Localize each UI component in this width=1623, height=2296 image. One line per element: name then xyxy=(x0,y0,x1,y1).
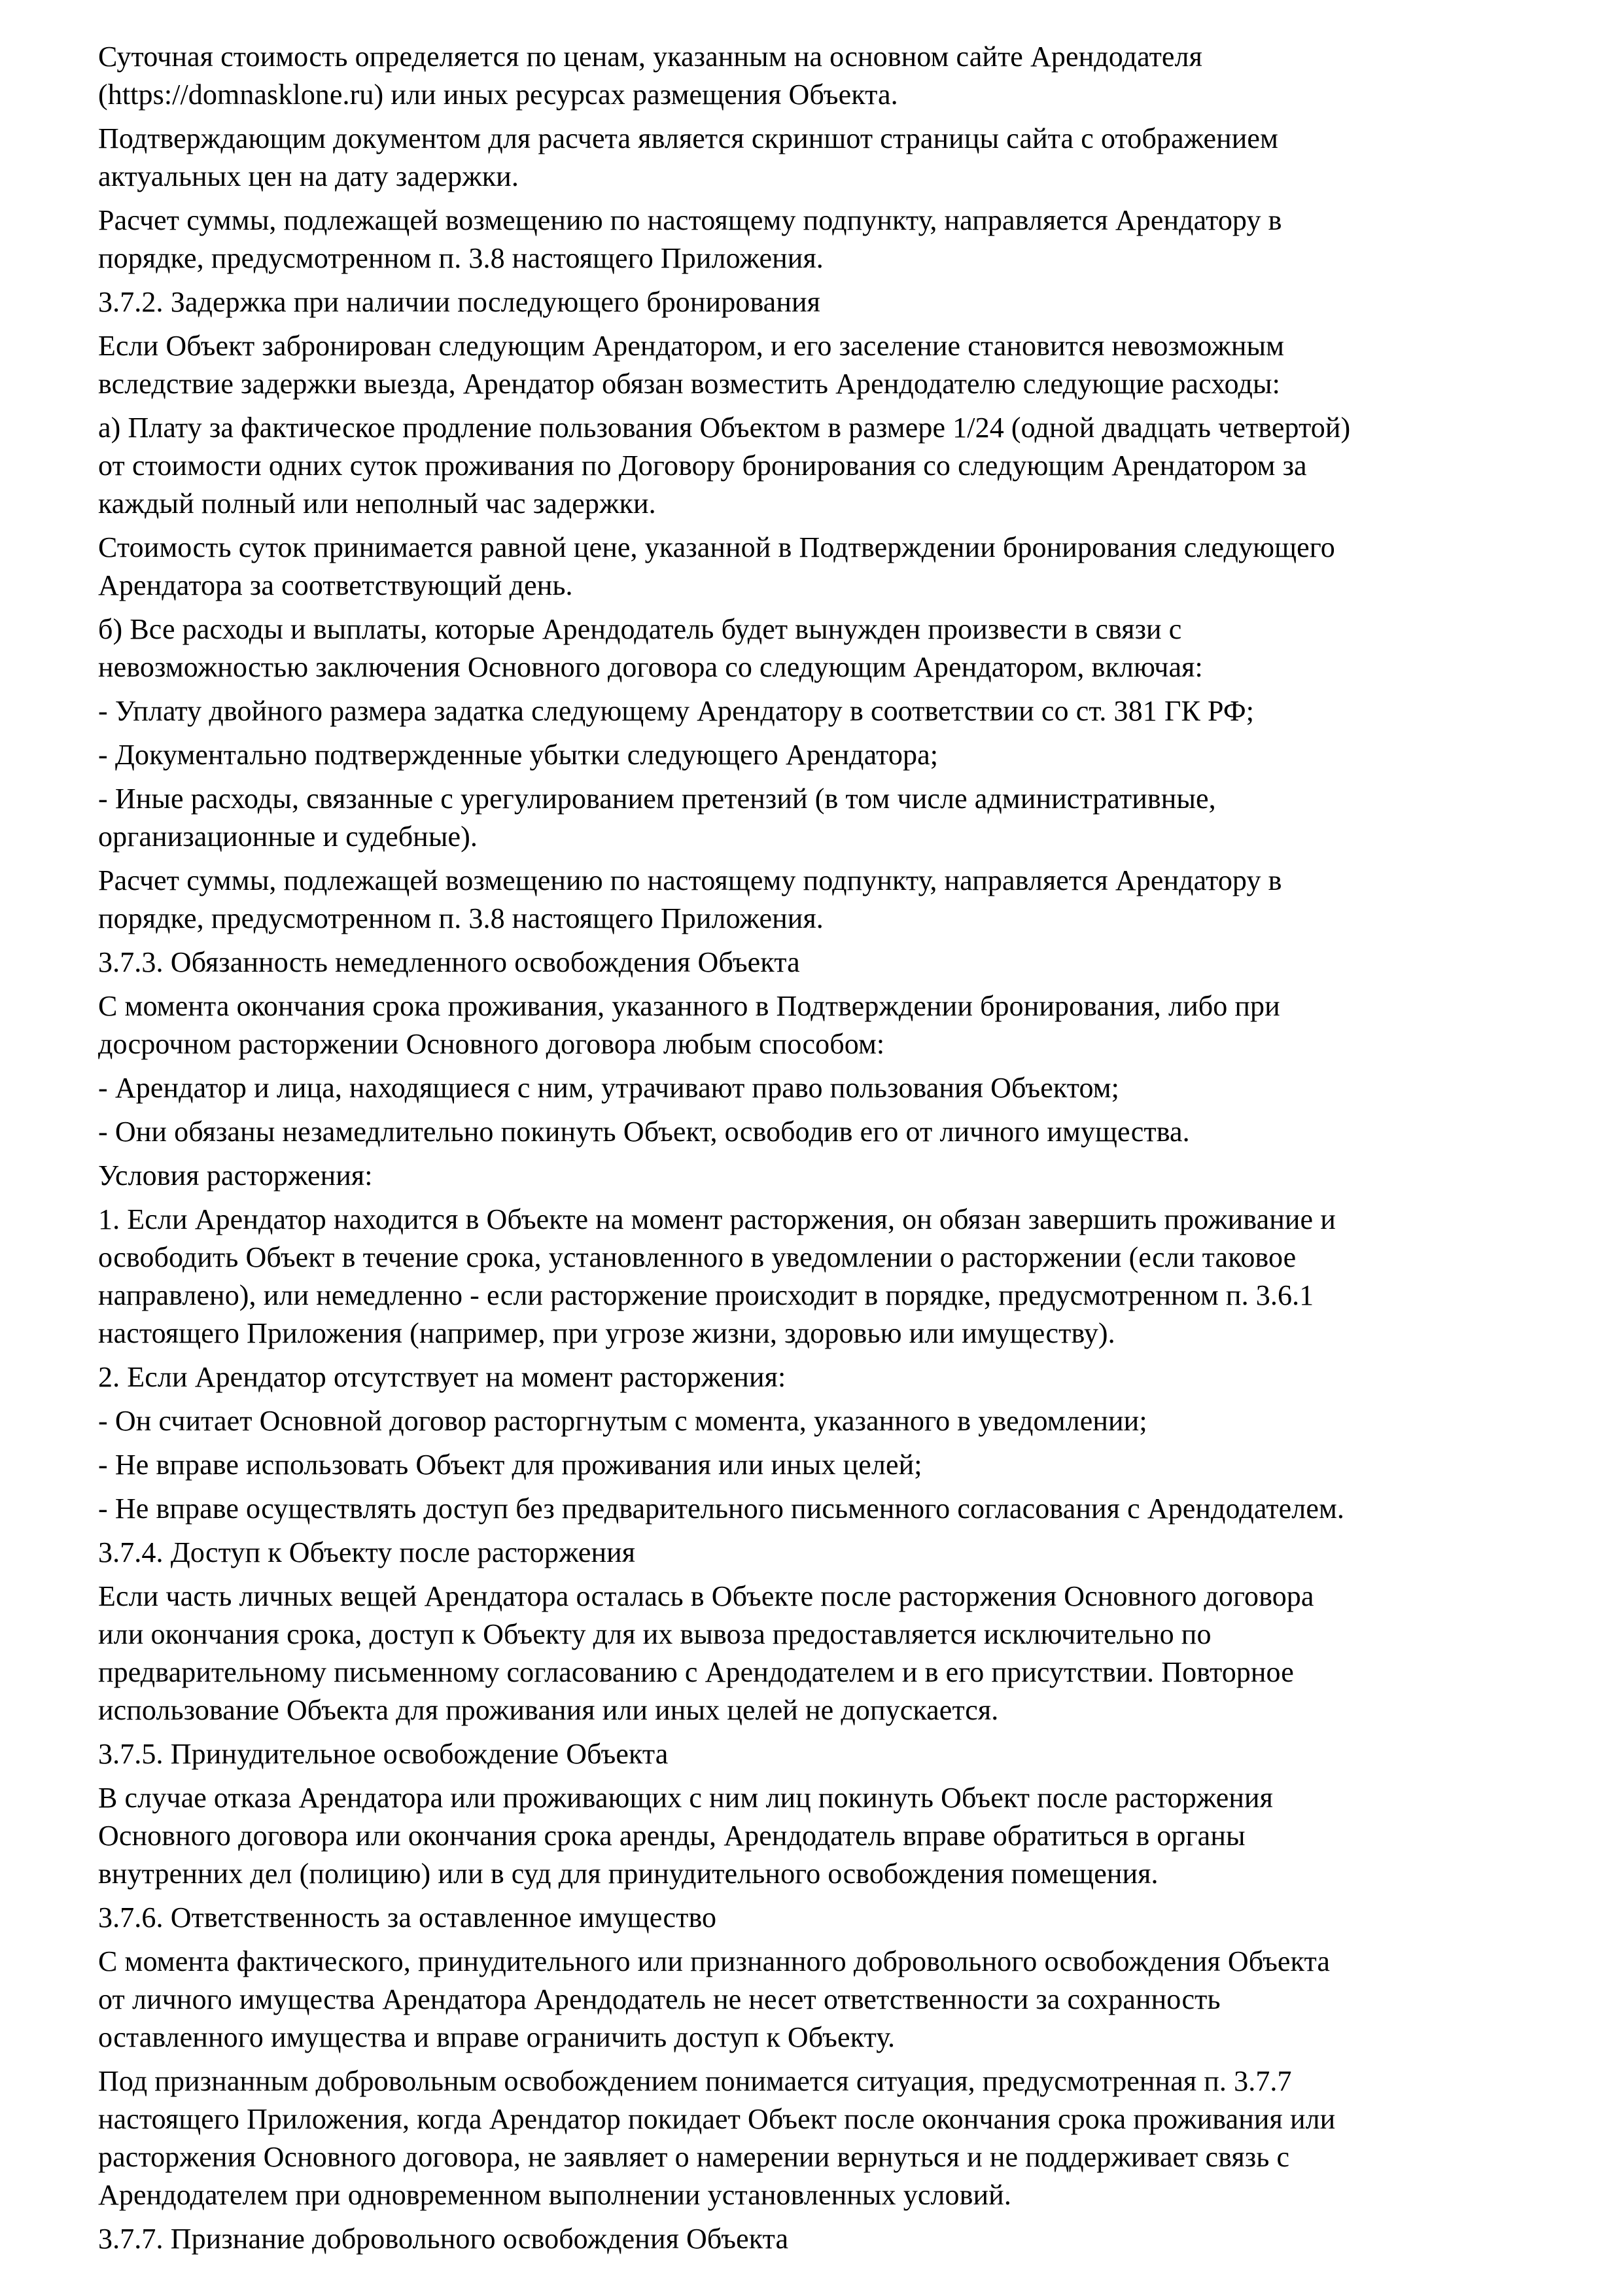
text-line: от личного имущества Арендатора Арендодатель не несет ответственности за сохранность xyxy=(98,1983,1221,2015)
text-line: невозможностью заключения Основного договора со следующим Арендатором, включая: xyxy=(98,651,1203,683)
paragraph-p-bullet-documented-losses xyxy=(98,736,1505,774)
text-line: Арендодателем при одновременном выполнении установленных условий. xyxy=(98,2179,1011,2211)
text-line: предварительному письменному согласованию с Арендодателем и в его присутствии. Повторное xyxy=(98,1656,1294,1688)
paragraph-p-bullet-other-expenses xyxy=(98,780,1505,856)
text-line: С момента фактического, принудительного или признанного добровольного освобождения Объекта xyxy=(98,1945,1330,1977)
text-line: - Арендатор и лица, находящиеся с ним, утрачивают право пользования Объектом; xyxy=(98,1072,1119,1104)
text-line: настоящего Приложения, когда Арендатор покидает Объект после окончания срока проживания или xyxy=(98,2103,1336,2135)
paragraph-p-bullet-considers-terminated xyxy=(98,1402,1505,1440)
text-line: вследствие задержки выезда, Арендатор обязан возместить Арендодателю следующие расходы: xyxy=(98,368,1280,400)
text-line: - Документально подтвержденные убытки следующего Арендатора; xyxy=(98,739,939,771)
text-line: Арендатора за соответствующий день. xyxy=(98,569,573,601)
paragraph-h-3-7-4 xyxy=(98,1534,1505,1572)
text-line: В случае отказа Арендатора или проживающих с ним лиц покинуть Объект после расторжения xyxy=(98,1782,1273,1814)
text-line: (https://domnasklone.ru) или иных ресурсах размещения Объекта. xyxy=(98,79,898,111)
text-line: от стоимости одних суток проживания по Договору бронирования со следующим Арендатором за xyxy=(98,450,1307,482)
text-line: 3.7.7. Признание добровольного освобождения Объекта xyxy=(98,2223,789,2255)
text-line: 3.7.3. Обязанность немедленного освобождения Объекта xyxy=(98,946,800,978)
paragraph-p-num-1 xyxy=(98,1201,1505,1352)
text-line: порядке, предусмотренном п. 3.8 настоящего Приложения. xyxy=(98,242,824,274)
text-line: Если часть личных вещей Арендатора осталась в Объекте после расторжения Основного договора xyxy=(98,1580,1314,1612)
paragraph-p-item-a xyxy=(98,409,1505,523)
text-line: оставленного имущества и вправе ограничить доступ к Объекту. xyxy=(98,2021,896,2053)
text-line: Основного договора или окончания срока аренды, Арендодатель вправе обратиться в органы xyxy=(98,1820,1246,1852)
text-line: 3.7.6. Ответственность за оставленное имущество xyxy=(98,1901,717,1934)
document-text-body xyxy=(98,38,1505,2258)
text-line: настоящего Приложения (например, при угрозе жизни, здоровью или имуществу). xyxy=(98,1317,1115,1349)
paragraph-p-termination-conditions xyxy=(98,1157,1505,1195)
text-line: Суточная стоимость определяется по ценам, указанным на основном сайте Арендодателя xyxy=(98,41,1202,73)
text-line: расторжения Основного договора, не заявляет о намерении вернуться и не поддерживает связь с xyxy=(98,2141,1290,2173)
paragraph-p-item-b xyxy=(98,610,1505,686)
text-line: 3.7.2. Задержка при наличии последующего бронирования xyxy=(98,286,820,318)
text-line: 3.7.5. Принудительное освобождение Объекта xyxy=(98,1738,669,1770)
text-line: актуальных цен на дату задержки. xyxy=(98,160,519,192)
text-line: 3.7.4. Доступ к Объекту после расторжения xyxy=(98,1536,636,1568)
text-line: б) Все расходы и выплаты, которые Арендодатель будет вынужден произвести в связи с xyxy=(98,613,1182,645)
paragraph-p-bullet-no-access xyxy=(98,1490,1505,1528)
paragraph-p-daily-rate-equals xyxy=(98,529,1505,605)
paragraph-h-3-7-6 xyxy=(98,1899,1505,1937)
text-line: 1. Если Арендатор находится в Объекте на момент расторжения, он обязан завершить проживание и xyxy=(98,1203,1336,1235)
text-line: - Не вправе использовать Объект для проживания или иных целей; xyxy=(98,1449,922,1481)
text-line: Расчет суммы, подлежащей возмещению по настоящему подпункту, направляется Арендатору в xyxy=(98,204,1282,236)
paragraph-p-daily-cost xyxy=(98,38,1505,114)
paragraph-p-belongings-left xyxy=(98,1578,1505,1729)
text-line: освободить Объект в течение срока, установленного в уведомлении о расторжении (если таковое xyxy=(98,1241,1297,1273)
paragraph-h-3-7-7 xyxy=(98,2220,1505,2258)
paragraph-p-from-end-of-term xyxy=(98,987,1505,1063)
text-line: Стоимость суток принимается равной цене, указанной в Подтверждении бронирования следующего xyxy=(98,531,1335,563)
paragraph-p-liability-left-property xyxy=(98,1943,1505,2057)
text-line: Расчет суммы, подлежащей возмещению по настоящему подпункту, направляется Арендатору в xyxy=(98,864,1282,896)
paragraph-h-3-7-3 xyxy=(98,944,1505,981)
text-line: досрочном расторжении Основного договора любым способом: xyxy=(98,1028,885,1060)
paragraph-p-confirming-document xyxy=(98,120,1505,196)
text-line: 2. Если Арендатор отсутствует на момент расторжения: xyxy=(98,1361,786,1393)
text-line: направлено), или немедленно - если расторжение происходит в порядке, предусмотренном п. 3.6.1 xyxy=(98,1279,1314,1311)
paragraph-p-voluntary-release-definition xyxy=(98,2062,1505,2214)
paragraph-h-3-7-2 xyxy=(98,283,1505,321)
text-line: Под признанным добровольным освобождением понимается ситуация, предусмотренная п. 3.7.7 xyxy=(98,2065,1292,2097)
paragraph-p-calculation-2 xyxy=(98,862,1505,938)
paragraph-p-num-2 xyxy=(98,1358,1505,1396)
text-line: - Он считает Основной договор расторгнутым с момента, указанного в уведомлении; xyxy=(98,1405,1147,1437)
text-line: порядке, предусмотренном п. 3.8 настоящего Приложения. xyxy=(98,902,824,934)
text-line: - Не вправе осуществлять доступ без предварительного письменного согласования с Арендодателем. xyxy=(98,1492,1345,1525)
text-line: каждый полный или неполный час задержки. xyxy=(98,487,656,520)
paragraph-p-next-tenant-booked xyxy=(98,327,1505,403)
text-line: внутренних дел (полицию) или в суд для принудительного освобождения помещения. xyxy=(98,1858,1159,1890)
text-line: - Они обязаны незамедлительно покинуть Объект, освободив его от личного имущества. xyxy=(98,1116,1190,1148)
text-line: - Уплату двойного размера задатка следующему Арендатору в соответствии со ст. 381 ГК РФ; xyxy=(98,695,1255,727)
paragraph-p-bullet-must-leave xyxy=(98,1113,1505,1151)
paragraph-p-forced-eviction xyxy=(98,1779,1505,1893)
paragraph-p-bullet-double-deposit xyxy=(98,692,1505,730)
paragraph-p-bullet-no-use xyxy=(98,1446,1505,1484)
paragraph-p-bullet-lose-right xyxy=(98,1069,1505,1107)
text-line: С момента окончания срока проживания, указанного в Подтверждении бронирования, либо при xyxy=(98,990,1280,1022)
text-line: Условия расторжения: xyxy=(98,1159,373,1192)
paragraph-h-3-7-5 xyxy=(98,1735,1505,1773)
text-line: Подтверждающим документом для расчета является скриншот страницы сайта с отображением xyxy=(98,122,1278,154)
text-line: или окончания срока, доступ к Объекту для их вывоза предоставляется исключительно по xyxy=(98,1618,1212,1650)
text-line: организационные и судебные). xyxy=(98,821,478,853)
text-line: а) Плату за фактическое продление пользования Объектом в размере 1/24 (одной двадцать четвертой) xyxy=(98,412,1351,444)
text-line: использование Объекта для проживания или иных целей не допускается. xyxy=(98,1694,999,1726)
text-line: - Иные расходы, связанные с урегулированием претензий (в том числе административные, xyxy=(98,783,1216,815)
paragraph-p-calculation-1 xyxy=(98,202,1505,277)
text-line: Если Объект забронирован следующим Арендатором, и его заселение становится невозможным xyxy=(98,330,1285,362)
